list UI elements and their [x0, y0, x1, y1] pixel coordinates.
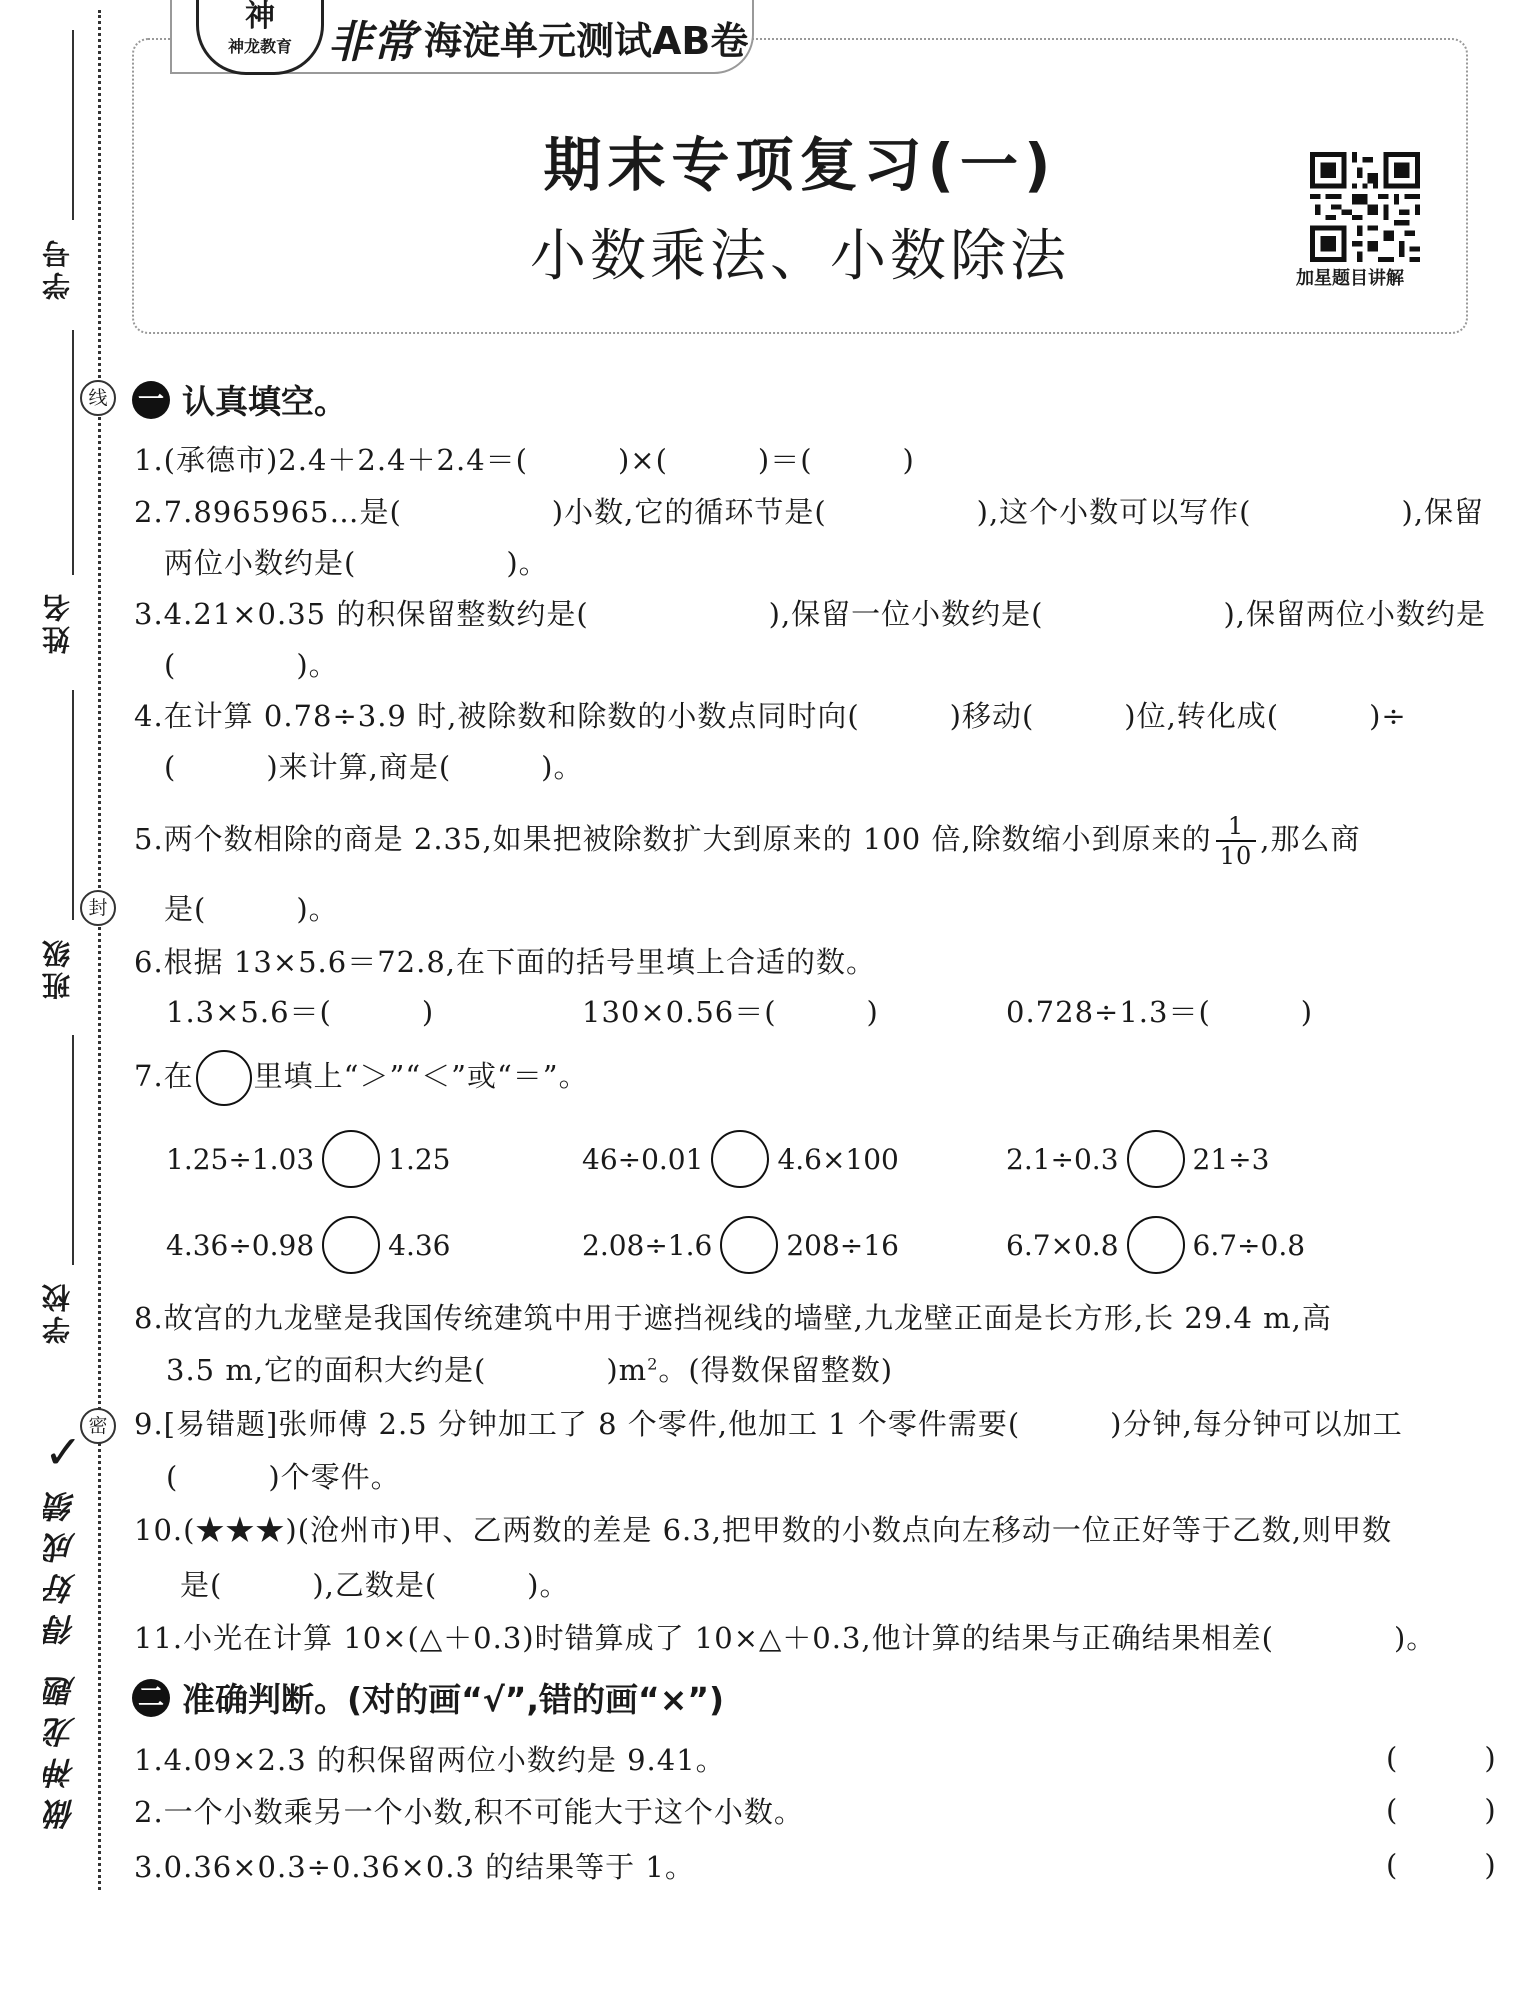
- compare-right: 4.6×100: [777, 1142, 899, 1176]
- seal-line: 线: [80, 380, 116, 416]
- compare-circle[interactable]: [720, 1216, 778, 1274]
- compare-pair: [1006, 1130, 1269, 1188]
- question-4-cont: ( )来计算,商是( )。: [164, 750, 584, 784]
- series-name: 海淀单元测试AB卷: [424, 19, 749, 63]
- section-1-number: 一: [132, 381, 170, 419]
- name-label: 姓名: [41, 590, 74, 654]
- question-10: 10.(★★★)(沧州市)甲、乙两数的差是 6.3,把甲数的小数点向左移动一位正好等于乙数,则甲数: [134, 1513, 1393, 1547]
- question-9: 9.[易错题]张师傅 2.5 分钟加工了 8 个零件,他加工 1 个零件需要( )分钟,每分钟可以加工: [134, 1407, 1403, 1441]
- seal-secret: 密: [80, 1408, 116, 1444]
- judge-item-1: 1.4.09×2.3 的积保留两位小数约是 9.41。: [134, 1743, 726, 1777]
- question-2: 2.7.8965965…是( )小数,它的循环节是( ),这个小数可以写作( ),保留: [134, 495, 1485, 529]
- fraction: [1216, 812, 1257, 870]
- page-subtitle: 小数乘法、小数除法: [530, 224, 1070, 289]
- compare-circle[interactable]: [322, 1130, 380, 1188]
- compare-circle[interactable]: [711, 1130, 769, 1188]
- judge-item-3: 3.0.36×0.3÷0.36×0.3 的结果等于 1。: [134, 1850, 695, 1884]
- page-title: 期末专项复习(一): [543, 131, 1057, 199]
- compare-circle[interactable]: [1127, 1130, 1185, 1188]
- question-5-text: 5.两个数相除的商是 2.35,如果把被除数扩大到原来的 100 倍,除数缩小到原来的: [134, 822, 1212, 856]
- compare-left: 2.08÷1.6: [582, 1228, 713, 1262]
- compare-right: 208÷16: [786, 1228, 899, 1262]
- student-id-label: 学号: [41, 236, 74, 300]
- publisher-logo: [196, 0, 324, 75]
- school-blank[interactable]: [72, 1035, 74, 1265]
- compare-left: 46÷0.01: [582, 1142, 704, 1176]
- qr-code-icon[interactable]: [1310, 152, 1420, 262]
- question-8: 8.故宫的九龙壁是我国传统建筑中用于遮挡视线的墙壁,九龙壁正面是长方形,长 29.4 m,高: [134, 1301, 1332, 1335]
- binding-dotted-line: [98, 10, 101, 1890]
- question-6: 6.根据 13×5.6＝72.8,在下面的括号里填上合适的数。: [134, 945, 876, 979]
- class-blank[interactable]: [72, 690, 74, 920]
- logo-glyph: 神: [245, 0, 275, 34]
- compare-pair: [166, 1130, 451, 1188]
- section-2-number: 二: [132, 1679, 170, 1717]
- judge-answer-3[interactable]: ( ): [1386, 1848, 1496, 1882]
- question-9-cont: ( )个零件。: [166, 1460, 401, 1494]
- question-10-cont: 是( ),乙数是( )。: [180, 1568, 570, 1602]
- circle-icon: [196, 1050, 252, 1106]
- compare-pair: [582, 1216, 899, 1274]
- fraction-denominator: 10: [1219, 842, 1253, 870]
- section-1-title: 认真填空。: [182, 382, 347, 421]
- question-7: [134, 1050, 589, 1106]
- section-1-heading: [132, 376, 347, 423]
- question-8-cont: [166, 1348, 893, 1389]
- question-2-cont: 两位小数约是( )。: [164, 546, 549, 580]
- question-8-text: 3.5 m,它的面积大约是( )m: [166, 1353, 648, 1387]
- qr-caption: 加星题目讲解: [1296, 268, 1404, 289]
- judge-item-2: 2.一个小数乘另一个小数,积不可能大于这个小数。: [134, 1795, 804, 1829]
- square-exponent: 2: [647, 1354, 659, 1374]
- slogan: 做神龙题 得好成绩: [45, 1481, 81, 1830]
- question-3: 3.4.21×0.35 的积保留整数约是( ),保留一位小数约是( ),保留两位小数约是: [134, 597, 1487, 631]
- class-label: 班级: [41, 936, 74, 1000]
- judge-answer-2[interactable]: ( ): [1386, 1793, 1496, 1827]
- series-mark: 非常: [328, 17, 416, 68]
- judge-answer-1[interactable]: ( ): [1386, 1741, 1496, 1775]
- compare-pair: [1006, 1216, 1305, 1274]
- compare-right: 4.36: [388, 1228, 451, 1262]
- compare-left: 1.25÷1.03: [166, 1142, 315, 1176]
- checkmark-icon: ✓: [44, 1425, 83, 1479]
- compare-left: 6.7×0.8: [1006, 1228, 1119, 1262]
- fraction-numerator: 1: [1216, 812, 1257, 842]
- compare-left: 2.1÷0.3: [1006, 1142, 1119, 1176]
- compare-right: 6.7÷0.8: [1192, 1228, 1306, 1262]
- school-label: 学校: [41, 1280, 74, 1344]
- seal-seal: 封: [80, 890, 116, 926]
- question-3-cont: ( )。: [164, 648, 339, 682]
- compare-right: 21÷3: [1192, 1142, 1270, 1176]
- question-6-item-3: 0.728÷1.3＝( ): [1006, 995, 1314, 1029]
- compare-left: 4.36÷0.98: [166, 1228, 315, 1262]
- compare-circle[interactable]: [322, 1216, 380, 1274]
- question-4: 4.在计算 0.78÷3.9 时,被除数和除数的小数点同时向( )移动( )位,转化成( )÷: [134, 699, 1407, 733]
- question-7-text-end: 里填上“＞”“＜”或“＝”。: [253, 1059, 589, 1093]
- question-11: 11.小光在计算 10×(△＋0.3)时错算成了 10×△＋0.3,他计算的结果与正确结果相差( )。: [134, 1621, 1437, 1655]
- question-6-item-1: 1.3×5.6＝( ): [166, 995, 435, 1029]
- section-2-title: 准确判断。(对的画“√”,错的画“×”): [182, 1680, 725, 1719]
- name-blank[interactable]: [72, 330, 74, 575]
- section-2-heading: [132, 1674, 724, 1721]
- logo-text: 神龙教育: [227, 37, 292, 56]
- compare-pair: [582, 1130, 899, 1188]
- compare-circle[interactable]: [1127, 1216, 1185, 1274]
- question-7-text: 7.在: [134, 1059, 194, 1093]
- compare-pair: [166, 1216, 451, 1274]
- question-8-text-end: 。(得数保留整数): [658, 1353, 894, 1387]
- question-5-cont: 是( )。: [164, 892, 339, 926]
- question-1: 1.(承德市)2.4＋2.4＋2.4＝( )×( )＝( ): [134, 443, 915, 477]
- compare-right: 1.25: [388, 1142, 451, 1176]
- question-6-item-2: 130×0.56＝( ): [582, 995, 879, 1029]
- question-5-text-end: ,那么商: [1260, 822, 1361, 856]
- question-5: [134, 812, 1360, 870]
